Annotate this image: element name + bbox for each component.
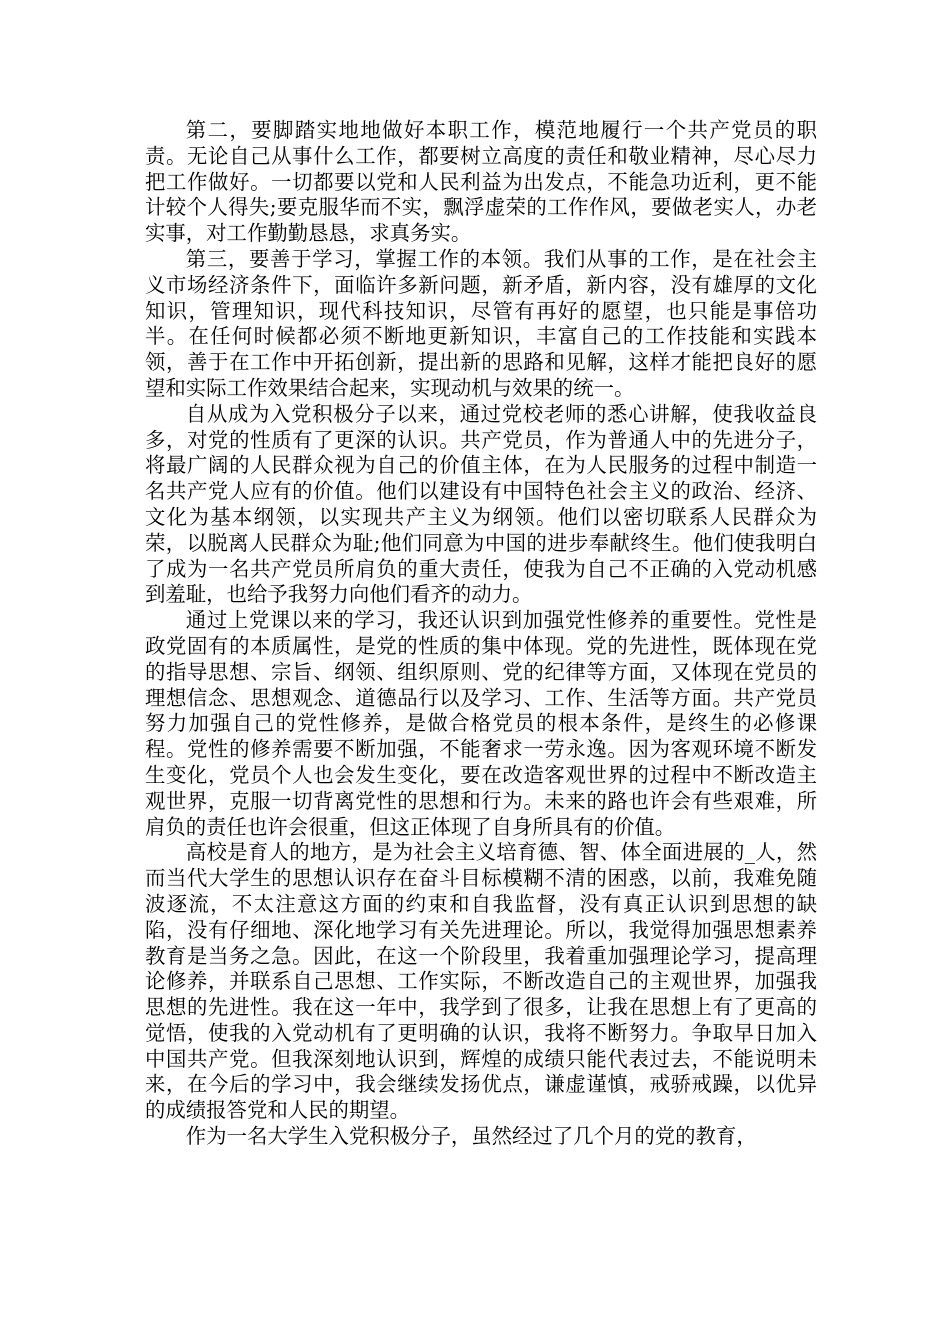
paragraph-activist-experience: 自从成为入党积极分子以来，通过党校老师的悉心讲解，使我收益良多，对党的性质有了更深的认识。共产党员，作为普通人中的先进分子，将最广阔的人民群众视为自己的价值主体，在为人民服务的过程中制造一名共产党人应有的价值。他们以建设有中国特色社会主义的政治、经济、文化为基本纲领，以实现共产主义为纲领。他们以密切联系人民群众为荣，以脱离人民群众为耻;他们同意为中国的进步奉献终生。他们使我明白了成为一名共产党员所肩负的重大责任，使我为自己不正确的入党动机感到羞耻，也给予我努力向他们看齐的动力。 [145, 401, 817, 607]
paragraph-second-point: 第二，要脚踏实地地做好本职工作，模范地履行一个共产党员的职责。无论自己从事什么工作，都要树立高度的责任和敬业精神，尽心尽力把工作做好。一切都要以党和人民利益为出发点，不能急功近利，更不能计较个人得失;要克服华而不实，飘浮虚荣的工作作风，要做老实人，办老实事，对工作勤勤恳恳，求真务实。 [145, 118, 817, 246]
paragraph-party-spirit: 通过上党课以来的学习，我还认识到加强党性修养的重要性。党性是政党固有的本质属性，是党的性质的集中体现。党的先进性，既体现在党的指导思想、宗旨、纲领、组织原则、党的纪律等方面，又体现在党员的理想信念、思想观念、道德品行以及学习、工作、生活等方面。共产党员努力加强自己的党性修养，是做合格党员的根本条件，是终生的必修课程。党性的修养需要不断加强，不能奢求一劳永逸。因为客观环境不断发生变化，党员个人也会发生变化，要在改造客观世界的过程中不断改造主观世界，克服一切背离党性的思想和行为。未来的路也许会有些艰难，所肩负的责任也许会很重，但这正体现了自身所具有的价值。 [145, 608, 817, 839]
document-body [145, 118, 817, 1150]
paragraph-closing-start: 作为一名大学生入党积极分子，虽然经过了几个月的党的教育， [185, 1124, 757, 1149]
paragraph-university-education: 高校是育人的地方，是为社会主义培育德、智、体全面进展的_人，然而当代大学生的思想认识存在奋斗目标模糊不清的困惑，以前，我难免随波逐流，不太注意这方面的约束和自我监督，没有真正认识到思想的缺陷，没有仔细地、深化地学习有关先进理论。所以，我觉得加强思想素养教育是当务之急。因此，在这一个阶段里，我着重加强理论学习，提高理论修养，并联系自己思想、工作实际，不断改造自己的主观世界，加强我思想的先进性。我在这一年中，我学到了很多，让我在思想上有了更高的觉悟，使我的入党动机有了更明确的认识，我将不断努力。争取早日加入中国共产党。但我深刻地认识到，辉煌的成绩只能代表过去，不能说明未来，在今后的学习中，我会继续发扬优点，谦虚谨慎，戒骄戒躁，以优异的成绩报答党和人民的期望。 [145, 840, 817, 1123]
paragraph-third-point: 第三，要善于学习，掌握工作的本领。我们从事的工作，是在社会主义市场经济条件下，面临许多新问题，新矛盾，新内容，没有雄厚的文化知识，管理知识，现代科技知识，尽管有再好的愿望，也只能是事倍功半。在任何时候都必须不断地更新知识，丰富自己的工作技能和实践本领，善于在工作中开拓创新，提出新的思路和见解，这样才能把良好的愿望和实际工作效果结合起来，实现动机与效果的统一。 [145, 246, 817, 400]
